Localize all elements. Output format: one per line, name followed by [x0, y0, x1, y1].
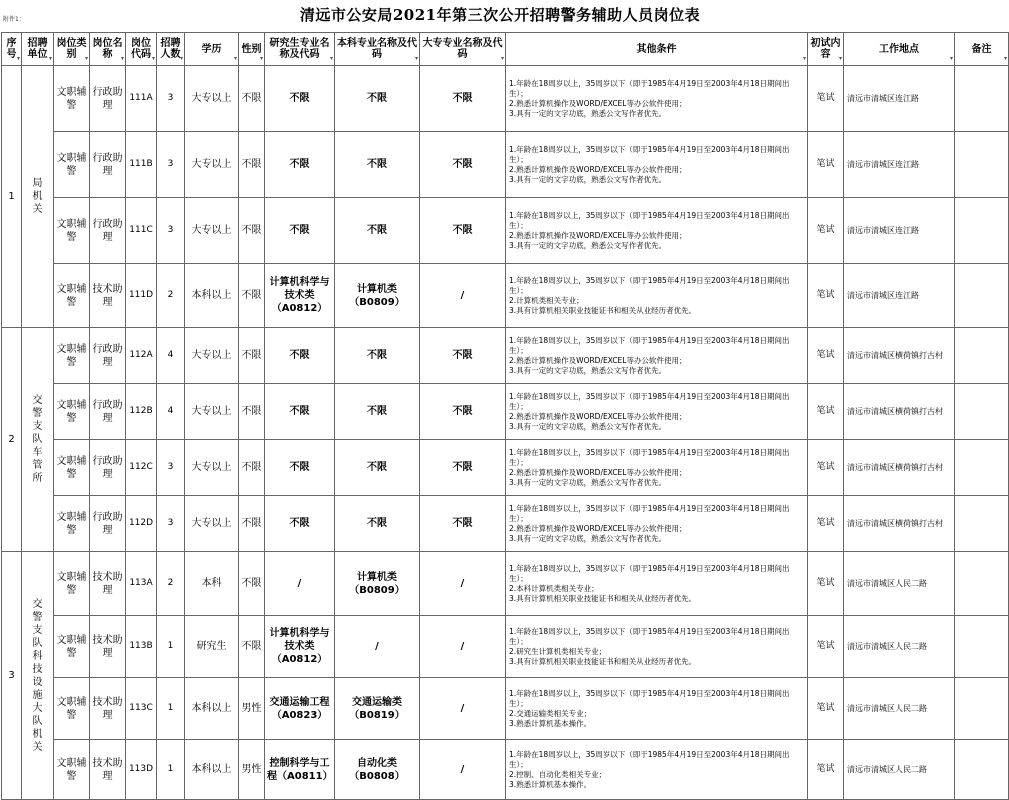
cell-gender[interactable]: 不限 — [239, 384, 265, 440]
cell-code[interactable]: 113A — [126, 552, 157, 616]
cell-name[interactable]: 行政助理 — [90, 198, 126, 264]
cell-exam[interactable]: 笔试 — [808, 740, 844, 800]
cell-college[interactable]: 不限 — [420, 384, 506, 440]
cell-bachelor[interactable]: 不限 — [335, 384, 420, 440]
cell-note[interactable] — [955, 328, 1009, 384]
cell-count[interactable]: 3 — [157, 132, 185, 198]
cell-college[interactable]: 不限 — [420, 496, 506, 552]
header-label: 岗位类别 — [56, 38, 87, 60]
cell-education[interactable]: 大专以上 — [185, 132, 239, 198]
cell-other[interactable]: 1.年龄在18周岁以上，35周岁以下（即于1985年4月19日至2003年4月18日期间出生）； 2.熟悉计算机操作及WORD/EXCEL等办公软件使用； 3.具有一定的文字功底，熟悉公文写作者优先。 — [506, 440, 808, 496]
cell-grad[interactable]: 交通运输工程（A0823） — [265, 678, 335, 740]
cell-gender[interactable]: 不限 — [239, 264, 265, 328]
cell-count[interactable]: 3 — [157, 198, 185, 264]
cell-location[interactable]: 清远市清城区人民二路 — [844, 678, 955, 740]
cell-category[interactable]: 文职辅警 — [54, 740, 90, 800]
cell-count[interactable]: 1 — [157, 616, 185, 678]
filter-dropdown-icon[interactable]: ▾ — [48, 55, 52, 62]
header-college-major[interactable] — [420, 33, 506, 66]
filter-dropdown-icon[interactable]: ▾ — [84, 55, 88, 62]
cell-grad[interactable]: 不限 — [265, 328, 335, 384]
cell-category[interactable]: 文职辅警 — [54, 496, 90, 552]
cell-other[interactable]: 1.年龄在18周岁以上，35周岁以下（即于1985年4月19日至2003年4月18日期间出生）； 2.熟悉计算机操作及WORD/EXCEL等办公软件使用； 3.具有一定的文字功底，熟悉公文写作者优先。 — [506, 384, 808, 440]
filter-dropdown-icon[interactable]: ▾ — [500, 55, 504, 62]
cell-other[interactable]: 1.年龄在18周岁以上，35周岁以下（即于1985年4月19日至2003年4月18日期间出生）； 2.熟悉计算机操作及WORD/EXCEL等办公软件使用； 3.具有一定的文字功底，熟悉公文写作者优先。 — [506, 66, 808, 132]
table-row — [2, 740, 1009, 800]
cell-code[interactable]: 113C — [126, 678, 157, 740]
cell-education[interactable]: 大专以上 — [185, 328, 239, 384]
cell-bachelor[interactable]: / — [335, 616, 420, 678]
cell-college[interactable]: 不限 — [420, 66, 506, 132]
cell-category[interactable]: 文职辅警 — [54, 198, 90, 264]
cell-category[interactable]: 文职辅警 — [54, 328, 90, 384]
cell-education[interactable]: 本科以上 — [185, 740, 239, 800]
header-label: 大专专业名称及代码 — [422, 38, 503, 60]
cell-college[interactable]: / — [420, 552, 506, 616]
filter-dropdown-icon[interactable]: ▾ — [802, 55, 806, 62]
table-row — [2, 496, 1009, 552]
header-label: 学历 — [201, 43, 222, 55]
table-row — [2, 198, 1009, 264]
cell-category[interactable]: 文职辅警 — [54, 264, 90, 328]
filter-dropdown-icon[interactable]: ▾ — [120, 55, 124, 62]
table-body — [2, 66, 1009, 800]
cell-name[interactable]: 行政助理 — [90, 132, 126, 198]
cell-location[interactable]: 清远市清城区连江路 — [844, 264, 955, 328]
filter-dropdown-icon[interactable]: ▾ — [329, 55, 333, 62]
header-label: 招聘人数 — [160, 38, 181, 60]
cell-bachelor[interactable]: 不限 — [335, 66, 420, 132]
cell-education[interactable]: 研究生 — [185, 616, 239, 678]
cell-exam[interactable]: 笔试 — [808, 440, 844, 496]
cell-location[interactable]: 清远市清城区横荷镇打古村 — [844, 440, 955, 496]
cell-count[interactable]: 1 — [157, 740, 185, 800]
table-row — [2, 66, 1009, 132]
cell-note[interactable] — [955, 198, 1009, 264]
filter-dropdown-icon[interactable]: ▾ — [949, 55, 953, 62]
cell-education[interactable]: 本科 — [185, 552, 239, 616]
header-note[interactable] — [955, 33, 1009, 66]
cell-bachelor[interactable]: 不限 — [335, 328, 420, 384]
cell-location[interactable]: 清远市清城区连江路 — [844, 66, 955, 132]
table-row — [2, 328, 1009, 384]
cell-college[interactable]: / — [420, 678, 506, 740]
cell-count[interactable]: 2 — [157, 264, 185, 328]
cell-name[interactable]: 行政助理 — [90, 440, 126, 496]
positions-table — [1, 32, 1009, 800]
cell-note[interactable] — [955, 678, 1009, 740]
cell-name[interactable]: 技术助理 — [90, 740, 126, 800]
header-seq[interactable] — [2, 33, 22, 66]
cell-code[interactable]: 111B — [126, 132, 157, 198]
cell-other[interactable]: 1.年龄在18周岁以上，35周岁以下（即于1985年4月19日至2003年4月18日期间出生）； 2.研究生计算机类相关专业； 3.具有计算机相关职业技能证书和相关从业经历者优先。 — [506, 616, 808, 678]
cell-bachelor[interactable]: 不限 — [335, 198, 420, 264]
cell-grad[interactable]: 不限 — [265, 496, 335, 552]
cell-exam[interactable]: 笔试 — [808, 66, 844, 132]
cell-name[interactable]: 行政助理 — [90, 384, 126, 440]
header-gender[interactable] — [239, 33, 265, 66]
cell-gender[interactable]: 男性 — [239, 740, 265, 800]
cell-other[interactable]: 1.年龄在18周岁以上，35周岁以下（即于1985年4月19日至2003年4月18日期间出生）； 2.本科计算机类相关专业； 3.具有计算机相关职业技能证书和相关从业经历者优先。 — [506, 552, 808, 616]
cell-college[interactable]: / — [420, 264, 506, 328]
cell-college[interactable]: 不限 — [420, 440, 506, 496]
header-grad-major[interactable] — [265, 33, 335, 66]
attachment-label: 附件1： — [3, 16, 25, 23]
header-category[interactable] — [54, 33, 90, 66]
cell-name[interactable]: 行政助理 — [90, 66, 126, 132]
cell-grad[interactable]: 不限 — [265, 440, 335, 496]
cell-other[interactable]: 1.年龄在18周岁以上，35周岁以下（即于1985年4月19日至2003年4月18日期间出生）； 2.熟悉计算机操作及WORD/EXCEL等办公软件使用； 3.具有一定的文字功底，熟悉公文写作者优先。 — [506, 328, 808, 384]
table-row — [2, 616, 1009, 678]
cell-education[interactable]: 本科以上 — [185, 264, 239, 328]
cell-gender[interactable]: 不限 — [239, 328, 265, 384]
filter-dropdown-icon[interactable]: ▾ — [179, 55, 183, 62]
cell-grad[interactable]: 不限 — [265, 198, 335, 264]
page-title: 清远市公安局2021年第三次公开招聘警务辅助人员岗位表 — [299, 6, 701, 24]
cell-other[interactable]: 1.年龄在18周岁以上，35周岁以下（即于1985年4月19日至2003年4月18日期间出生）； 2.交通运输类相关专业； 3.熟悉计算机基本操作。 — [506, 678, 808, 740]
cell-code[interactable]: 111D — [126, 264, 157, 328]
header-code[interactable] — [126, 33, 157, 66]
cell-seq[interactable]: 1 — [2, 66, 22, 328]
cell-college[interactable]: 不限 — [420, 132, 506, 198]
cell-exam[interactable]: 笔试 — [808, 496, 844, 552]
filter-dropdown-icon[interactable]: ▾ — [1003, 55, 1007, 62]
header-name[interactable] — [90, 33, 126, 66]
cell-count[interactable]: 3 — [157, 496, 185, 552]
cell-exam[interactable]: 笔试 — [808, 678, 844, 740]
filter-dropdown-icon[interactable]: ▾ — [414, 55, 418, 62]
cell-name[interactable]: 技术助理 — [90, 616, 126, 678]
cell-name[interactable]: 行政助理 — [90, 496, 126, 552]
cell-note[interactable] — [955, 496, 1009, 552]
cell-category[interactable]: 文职辅警 — [54, 384, 90, 440]
cell-bachelor[interactable]: 计算机类（B0809） — [335, 552, 420, 616]
table-row — [2, 264, 1009, 328]
cell-gender[interactable]: 男性 — [239, 678, 265, 740]
cell-code[interactable]: 112D — [126, 496, 157, 552]
filter-dropdown-icon[interactable]: ▾ — [151, 55, 155, 62]
table-row — [2, 678, 1009, 740]
cell-education[interactable]: 大专以上 — [185, 384, 239, 440]
cell-name[interactable]: 行政助理 — [90, 328, 126, 384]
cell-education[interactable]: 大专以上 — [185, 198, 239, 264]
cell-grad[interactable]: 不限 — [265, 132, 335, 198]
cell-name[interactable]: 技术助理 — [90, 678, 126, 740]
cell-note[interactable] — [955, 740, 1009, 800]
cell-bachelor[interactable]: 不限 — [335, 440, 420, 496]
cell-education[interactable]: 本科以上 — [185, 678, 239, 740]
cell-category[interactable]: 文职辅警 — [54, 616, 90, 678]
cell-category[interactable]: 文职辅警 — [54, 678, 90, 740]
cell-category[interactable]: 文职辅警 — [54, 552, 90, 616]
cell-code[interactable]: 111C — [126, 198, 157, 264]
cell-gender[interactable]: 不限 — [239, 66, 265, 132]
cell-college[interactable]: 不限 — [420, 198, 506, 264]
filter-dropdown-icon[interactable]: ▾ — [838, 55, 842, 62]
cell-unit[interactable]: 局机关 — [22, 66, 54, 328]
cell-gender[interactable]: 不限 — [239, 132, 265, 198]
cell-code[interactable]: 112A — [126, 328, 157, 384]
cell-note[interactable] — [955, 440, 1009, 496]
cell-location[interactable]: 清远市清城区横荷镇打古村 — [844, 328, 955, 384]
cell-college[interactable]: / — [420, 740, 506, 800]
cell-location[interactable]: 清远市清城区人民二路 — [844, 552, 955, 616]
cell-other[interactable]: 1.年龄在18周岁以上，35周岁以下（即于1985年4月19日至2003年4月18日期间出生）； 2.熟悉计算机操作及WORD/EXCEL等办公软件使用； 3.具有一定的文字功底，熟悉公文写作者优先。 — [506, 496, 808, 552]
header-unit[interactable] — [22, 33, 54, 66]
cell-bachelor[interactable]: 自动化类（B0808） — [335, 740, 420, 800]
table-row — [2, 440, 1009, 496]
cell-code[interactable]: 112B — [126, 384, 157, 440]
cell-name[interactable]: 技术助理 — [90, 552, 126, 616]
table-header-row — [2, 33, 1009, 66]
header-label: 备注 — [971, 43, 992, 55]
header-exam[interactable] — [808, 33, 844, 66]
cell-seq[interactable]: 3 — [2, 552, 22, 800]
header-label: 岗位名称 — [92, 38, 123, 60]
cell-code[interactable]: 112C — [126, 440, 157, 496]
cell-category[interactable]: 文职辅警 — [54, 66, 90, 132]
cell-gender[interactable]: 不限 — [239, 616, 265, 678]
cell-note[interactable] — [955, 66, 1009, 132]
cell-grad[interactable]: 控制科学与工程（A0811） — [265, 740, 335, 800]
cell-grad[interactable]: 计算机科学与技术类（A0812） — [265, 616, 335, 678]
filter-dropdown-icon[interactable]: ▾ — [16, 55, 20, 62]
cell-unit[interactable]: 交警支队科技设施大队机关 — [22, 552, 54, 800]
header-bachelor-major[interactable] — [335, 33, 420, 66]
cell-count[interactable]: 1 — [157, 678, 185, 740]
cell-note[interactable] — [955, 552, 1009, 616]
cell-bachelor[interactable]: 不限 — [335, 132, 420, 198]
cell-grad[interactable]: 计算机科学与技术类（A0812） — [265, 264, 335, 328]
cell-count[interactable]: 2 — [157, 552, 185, 616]
cell-exam[interactable]: 笔试 — [808, 132, 844, 198]
cell-note[interactable] — [955, 132, 1009, 198]
cell-gender[interactable]: 不限 — [239, 440, 265, 496]
cell-exam[interactable]: 笔试 — [808, 264, 844, 328]
cell-gender[interactable]: 不限 — [239, 552, 265, 616]
cell-count[interactable]: 3 — [157, 66, 185, 132]
cell-code[interactable]: 111A — [126, 66, 157, 132]
cell-count[interactable]: 4 — [157, 384, 185, 440]
cell-note[interactable] — [955, 616, 1009, 678]
cell-grad[interactable]: 不限 — [265, 66, 335, 132]
cell-other[interactable]: 1.年龄在18周岁以上，35周岁以下（即于1985年4月19日至2003年4月18日期间出生）； 2.熟悉计算机操作及WORD/EXCEL等办公软件使用； 3.具有一定的文字功底，熟悉公文写作者优先。 — [506, 132, 808, 198]
cell-other[interactable]: 1.年龄在18周岁以上，35周岁以下（即于1985年4月19日至2003年4月18日期间出生）； 2.控制、自动化类相关专业； 3.熟悉计算机基本操作。 — [506, 740, 808, 800]
cell-name[interactable]: 技术助理 — [90, 264, 126, 328]
header-label: 本科专业名称及代码 — [337, 38, 417, 60]
cell-college[interactable]: / — [420, 616, 506, 678]
header-label: 序号 — [6, 38, 17, 60]
cell-grad[interactable]: / — [265, 552, 335, 616]
cell-bachelor[interactable]: 不限 — [335, 496, 420, 552]
cell-location[interactable]: 清远市清城区人民二路 — [844, 740, 955, 800]
cell-exam[interactable]: 笔试 — [808, 384, 844, 440]
table-row — [2, 384, 1009, 440]
cell-code[interactable]: 113B — [126, 616, 157, 678]
cell-exam[interactable]: 笔试 — [808, 616, 844, 678]
cell-unit[interactable]: 交警支队车管所 — [22, 328, 54, 552]
cell-other[interactable]: 1.年龄在18周岁以上，35周岁以下（即于1985年4月19日至2003年4月18日期间出生）； 2.熟悉计算机操作及WORD/EXCEL等办公软件使用； 3.具有一定的文字功底，熟悉公文写作者优先。 — [506, 198, 808, 264]
cell-category[interactable]: 文职辅警 — [54, 132, 90, 198]
cell-education[interactable]: 大专以上 — [185, 496, 239, 552]
filter-dropdown-icon[interactable]: ▾ — [233, 55, 237, 62]
header-count[interactable] — [157, 33, 185, 66]
header-other[interactable] — [506, 33, 808, 66]
cell-location[interactable]: 清远市清城区人民二路 — [844, 616, 955, 678]
header-education[interactable] — [185, 33, 239, 66]
header-label: 性别 — [241, 43, 262, 55]
header-label: 工作地点 — [879, 43, 919, 55]
cell-location[interactable]: 清远市清城区横荷镇打古村 — [844, 496, 955, 552]
cell-gender[interactable]: 不限 — [239, 496, 265, 552]
cell-location[interactable]: 清远市清城区连江路 — [844, 132, 955, 198]
cell-note[interactable] — [955, 384, 1009, 440]
cell-other[interactable]: 1.年龄在18周岁以上，35周岁以下（即于1985年4月19日至2003年4月18日期间出生）； 2.计算机类相关专业； 3.具有计算机相关职业技能证书和相关从业经历者优先。 — [506, 264, 808, 328]
cell-code[interactable]: 113D — [126, 740, 157, 800]
cell-grad[interactable]: 不限 — [265, 384, 335, 440]
table-row — [2, 132, 1009, 198]
header-location[interactable] — [844, 33, 955, 66]
cell-exam[interactable]: 笔试 — [808, 552, 844, 616]
cell-gender[interactable]: 不限 — [239, 198, 265, 264]
filter-dropdown-icon[interactable]: ▾ — [259, 55, 263, 62]
header-label: 初试内容 — [810, 38, 841, 60]
cell-category[interactable]: 文职辅警 — [54, 440, 90, 496]
cell-bachelor[interactable]: 计算机类（B0809） — [335, 264, 420, 328]
cell-count[interactable]: 3 — [157, 440, 185, 496]
cell-exam[interactable]: 笔试 — [808, 198, 844, 264]
table-row — [2, 552, 1009, 616]
header-label: 研究生专业名称及代码 — [269, 38, 330, 60]
cell-education[interactable]: 大专以上 — [185, 66, 239, 132]
cell-college[interactable]: 不限 — [420, 328, 506, 384]
header-label: 岗位代码 — [131, 38, 151, 60]
cell-education[interactable]: 大专以上 — [185, 440, 239, 496]
cell-bachelor[interactable]: 交通运输类（B0819） — [335, 678, 420, 740]
header-label: 其他条件 — [636, 43, 677, 55]
cell-location[interactable]: 清远市清城区连江路 — [844, 198, 955, 264]
header-label: 招聘单位 — [27, 38, 48, 60]
cell-location[interactable]: 清远市清城区横荷镇打古村 — [844, 384, 955, 440]
cell-count[interactable]: 4 — [157, 328, 185, 384]
cell-seq[interactable]: 2 — [2, 328, 22, 552]
cell-note[interactable] — [955, 264, 1009, 328]
cell-exam[interactable]: 笔试 — [808, 328, 844, 384]
